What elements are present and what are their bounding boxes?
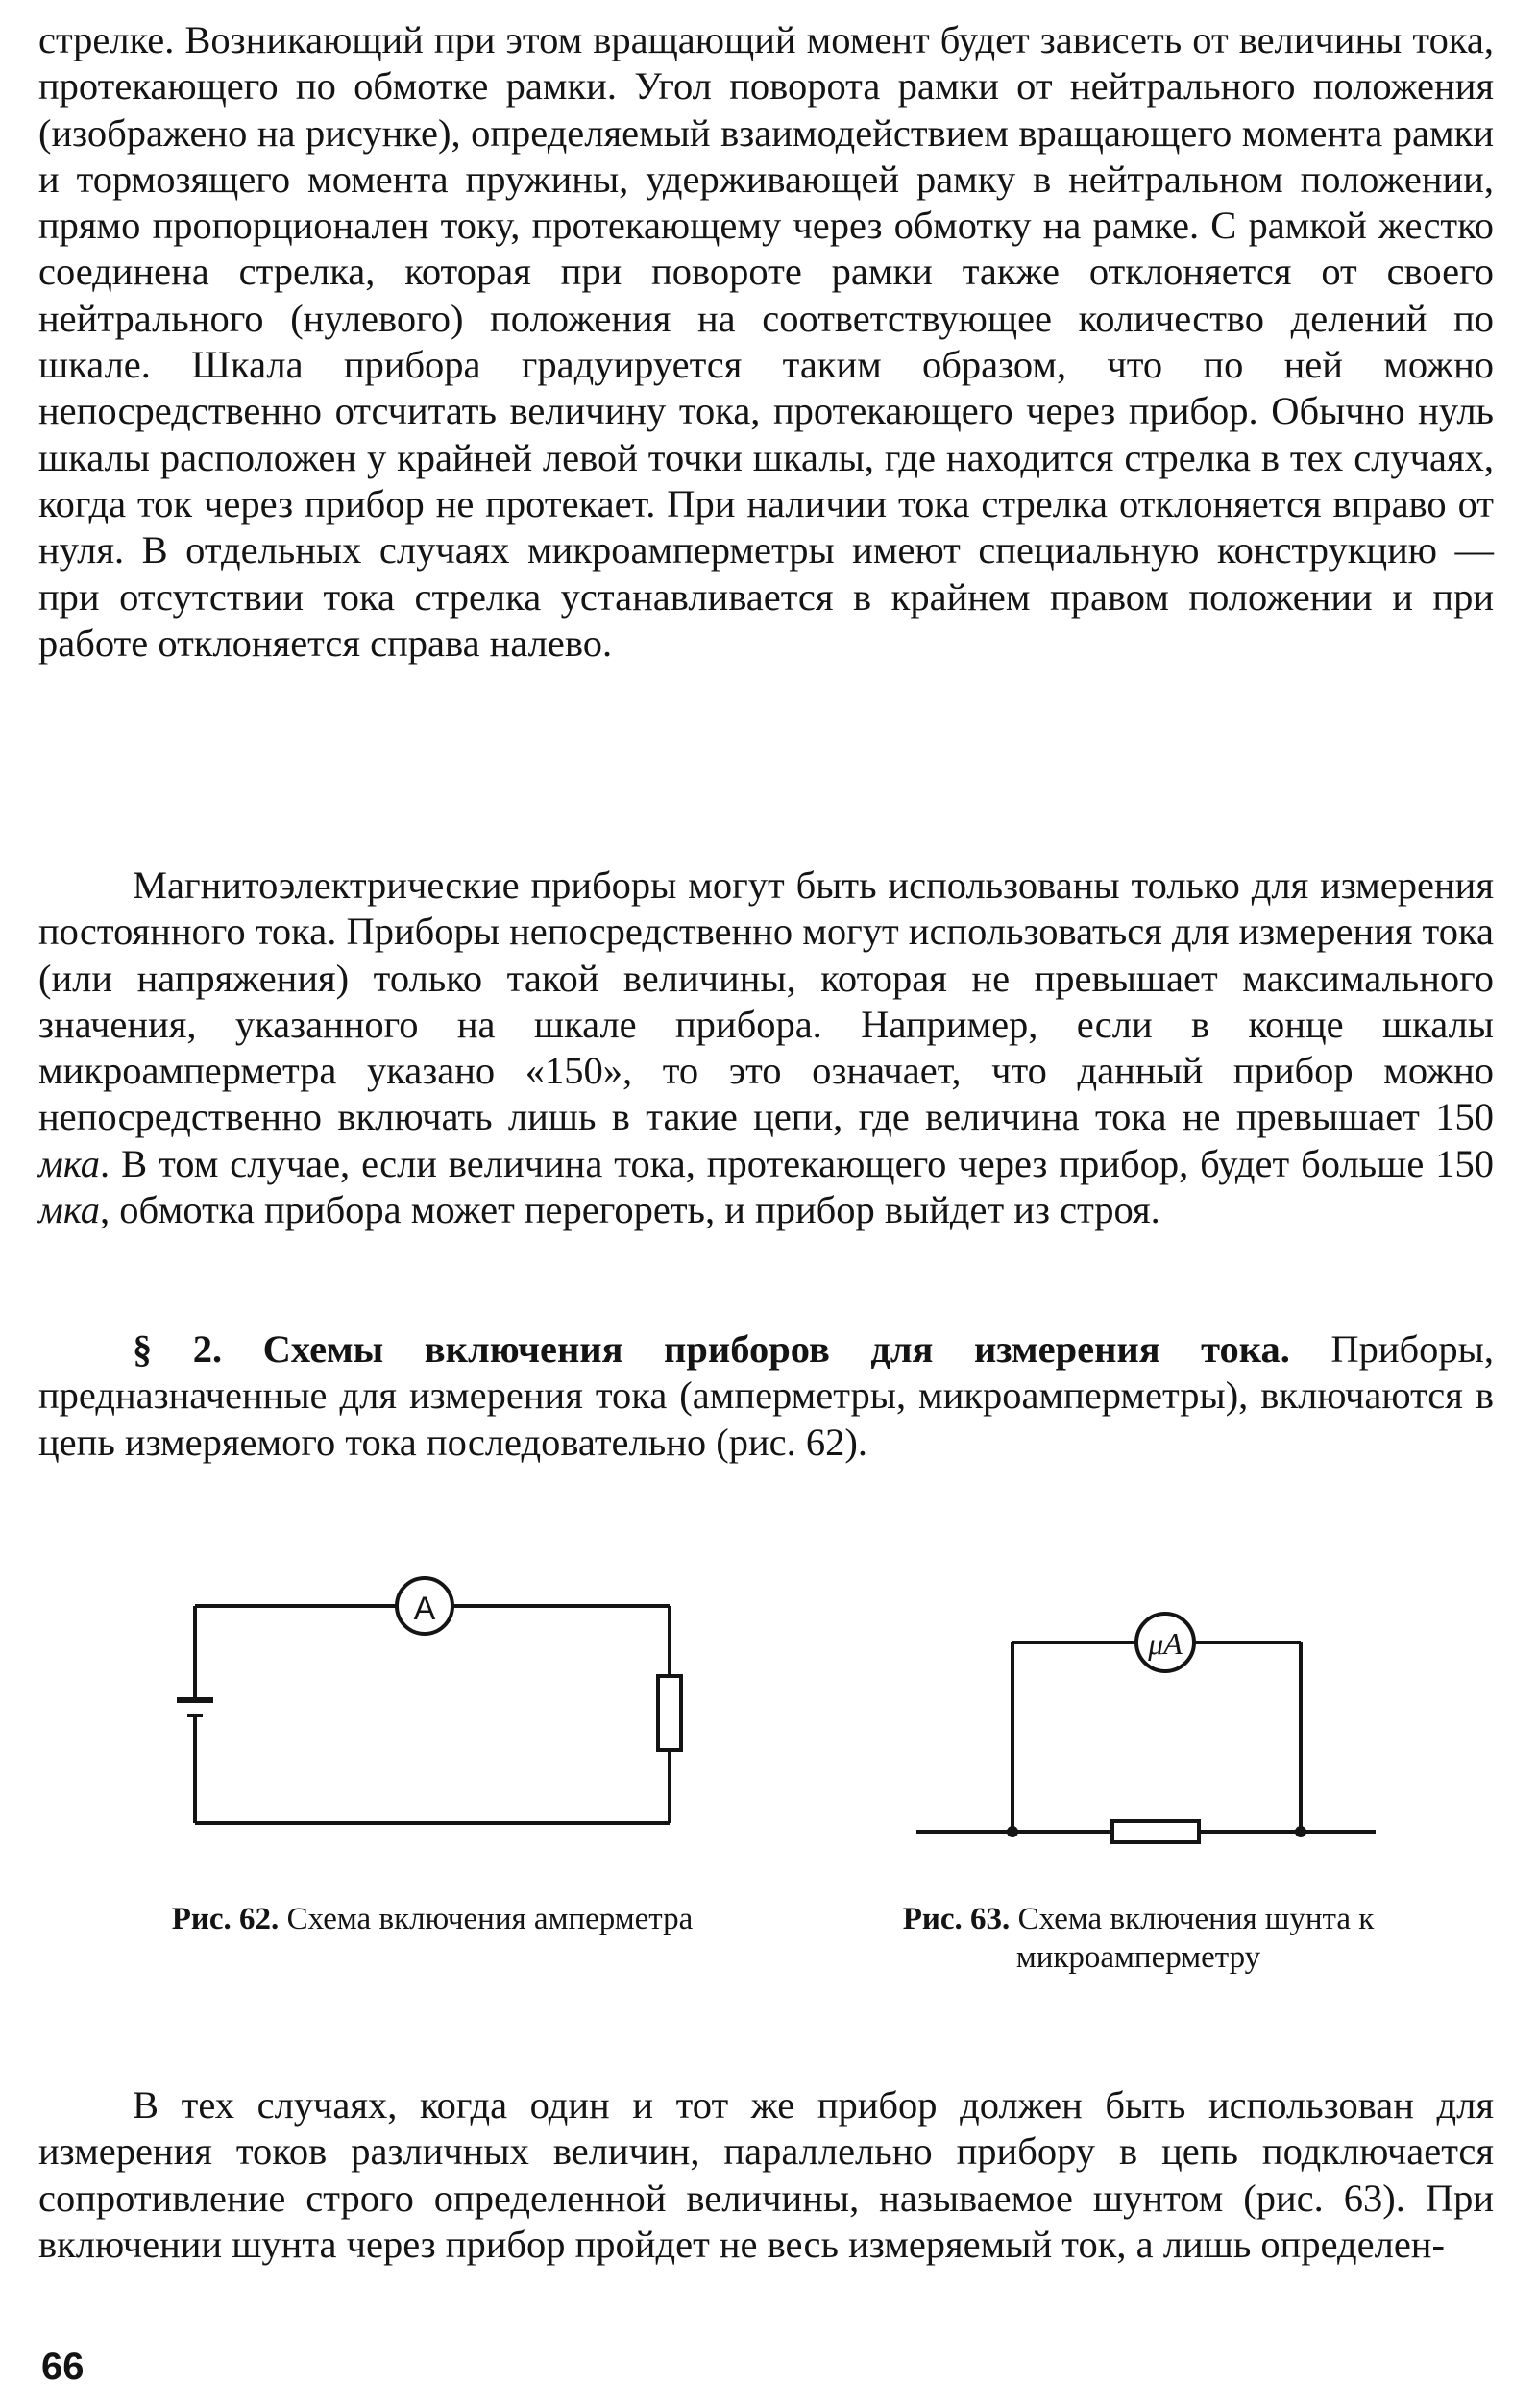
section-heading: § 2. Схемы включения приборов для измерения тока. (133, 1327, 1290, 1371)
section-2-text: Приборы, предназначенные для измерения тока (амперметры, микроамперметры), включаются в цепь измеряемого тока последовательно (рис. 62). (38, 1327, 1494, 1464)
unit-mka-1: мка (38, 1141, 101, 1185)
figure-63-caption-text: Схема включения шунта к микроамперметру (1010, 1902, 1375, 1975)
ammeter-label: A (413, 1591, 436, 1627)
figure-62-caption-number: Рис. 62. (171, 1902, 280, 1936)
figure-63-caption (898, 1900, 1378, 1977)
figure-62-caption (163, 1900, 701, 1938)
shunt-resistor-symbol (1112, 1821, 1199, 1842)
resistor-symbol (658, 1676, 681, 1750)
paragraph-meter-principle: стрелке. Возникающий при этом вращающий момент будет зависеть от величины тока, протекающего по обмотке рамки. Угол поворота рамки от нейтрального положения (изображено на рисунке), определяемый взаимодействием вращающего момента рамки и тормозящего момента пружины, удерживающей рамку в нейтральном положении, прямо пропорционален току, протекающему через обмотку на рамке. С рамкой жестко соединена стрелка, которая при повороте рамки также отклоняется от своего нейтрального (нулевого) положения на соответствующее количество делений по шкале. Шкала прибора градуируется таким образом, что по ней можно непосредственно отсчитать величину тока, протекающего через прибор. Обычно нуль шкалы расположен у крайней левой точки шкалы, где находится стрелка в тех случаях, когда ток через прибор не протекает. При наличии тока стрелка отклоняется вправо от нуля. В отдельных случаях микроамперметры имеют специальную конструкцию — при отсутствии тока стрелка устанавливается в крайнем правом положении и при работе отклоняется справа налево. (38, 18, 1494, 665)
paragraph-dc-limits (38, 863, 1494, 1233)
figure-63-shunt-circuit (913, 1599, 1383, 1859)
shunt-circuit-diagram (913, 1599, 1383, 1859)
figure-62-caption-text: Схема включения амперметра (279, 1902, 694, 1936)
unit-mka-2: мка (38, 1188, 101, 1232)
figure-62-ammeter-circuit (163, 1566, 701, 1854)
junction-dot-right (1295, 1826, 1306, 1837)
junction-dot-left (1007, 1826, 1018, 1837)
microammeter-label: μA (1148, 1626, 1183, 1661)
page-number: 66 (41, 2346, 85, 2388)
paragraph-dc-limits-text-2: . В том случае, если величина тока, протекающего через прибор, будет больше 150 (100, 1141, 1494, 1185)
paragraph-dc-limits-text-1: Магнитоэлектрические приборы могут быть использованы только для измерения постоянного тока. Приборы непосредственно могут использоваться для измерения тока (или напряжения) только такой величины, которая не превышает максимального значения, указанного на шкале прибора. Например, если в конце шкалы микроамперметра указано «150», то это означает, что данный прибор можно непосредственно включать лишь в такие цепи, где величина тока не превышает 150 (38, 863, 1494, 1139)
figure-63-caption-number: Рис. 63. (902, 1902, 1011, 1936)
paragraph-dc-limits-text-3: , обмотка прибора может перегореть, и прибор выйдет из строя. (100, 1188, 1160, 1232)
ammeter-circuit-diagram (163, 1566, 701, 1854)
paragraph-section-2 (38, 1326, 1494, 1466)
paragraph-shunt: В тех случаях, когда один и тот же прибор должен быть использован для измерения токов различных величин, параллельно прибору в цепь подключается сопротивление строго определенной величины, называемое шунтом (рис. 63). При включении шунта через прибор пройдет не весь измеряемый ток, а лишь определен- (38, 2083, 1494, 2266)
